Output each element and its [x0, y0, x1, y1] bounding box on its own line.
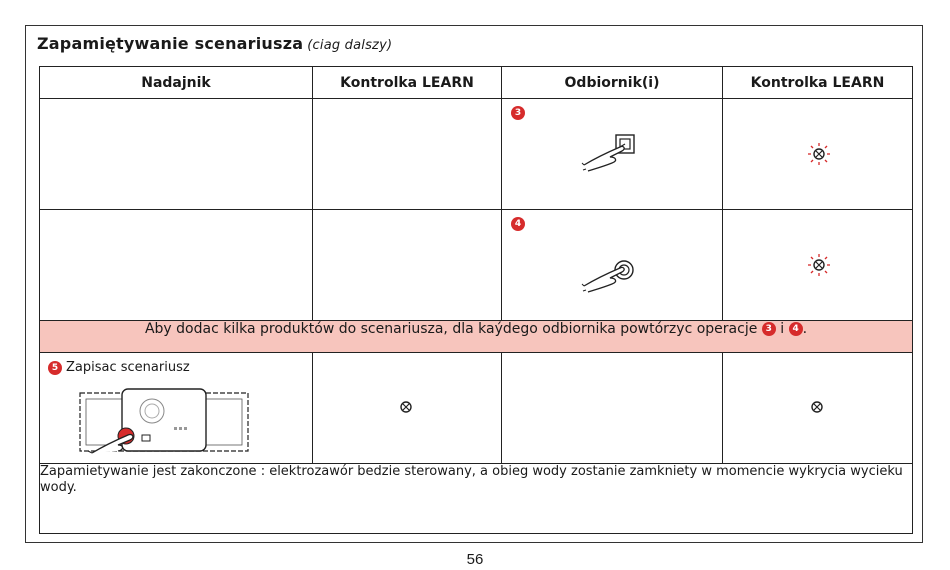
- header-transmitter: Nadajnik: [40, 67, 313, 99]
- section-title-main: Zapamiętywanie scenariusza: [37, 34, 304, 53]
- led-off-icon: [399, 400, 413, 414]
- cell-learn-save-2: [723, 353, 913, 464]
- cell-learn-step-4: [723, 210, 913, 321]
- header-receivers: Odbiornik(i): [502, 67, 723, 99]
- save-step-text: Zapisac scenariusz: [66, 360, 190, 375]
- table-row-step-4: [40, 210, 913, 321]
- table-row-note: [40, 321, 913, 353]
- cell-transmitter-empty: [40, 210, 313, 321]
- step-badge-5: 5: [48, 361, 62, 375]
- note-badge-4: 4: [789, 322, 803, 336]
- table-row-step-5: [40, 353, 913, 464]
- header-learn-led-1: Kontrolka LEARN: [313, 67, 502, 99]
- step-badge-3: 3: [511, 106, 525, 120]
- save-step-label: [48, 360, 190, 375]
- section-title-continued: (ciag dalszy): [307, 38, 393, 53]
- table-row-final: [40, 464, 913, 534]
- table-row-step-3: [40, 99, 913, 210]
- scenario-table: [39, 66, 913, 534]
- header-learn-led-2: Kontrolka LEARN: [723, 67, 913, 99]
- note-badge-3: 3: [762, 322, 776, 336]
- cell-receiver-step-3: [502, 99, 723, 210]
- page-number: 56: [466, 551, 484, 568]
- cell-receiver-save-empty: [502, 353, 723, 464]
- blinking-led-red-icon: [807, 254, 831, 276]
- note-connector: i: [780, 321, 785, 337]
- cell-learn-empty: [313, 99, 502, 210]
- cell-receiver-step-4: [502, 210, 723, 321]
- cell-learn-save: [313, 353, 502, 464]
- section-title: [37, 34, 392, 53]
- note-text-end: .: [802, 321, 808, 337]
- table-header-row: [40, 67, 913, 99]
- finger-press-device-button-icon: [78, 385, 250, 457]
- cell-transmitter-empty: [40, 99, 313, 210]
- blinking-led-red-icon: [807, 143, 831, 165]
- finger-press-round-button-icon: [580, 250, 640, 295]
- cell-learn-empty: [313, 210, 502, 321]
- finger-press-square-button-icon: [580, 129, 640, 174]
- note-text: Aby dodac kilka produktów do scenariusza, dla kaýdego odbiornika powtórzyc operacje: [144, 321, 758, 337]
- cell-transmitter-save: [40, 353, 313, 464]
- note-cell: [40, 321, 913, 353]
- step-badge-4: 4: [511, 217, 525, 231]
- final-text: Zapamietywanie jest zakonczone : elektrozawór bedzie sterowany, a obieg wody zostanie zamkniety w momencie wykrycia wycieku wody.: [40, 464, 913, 534]
- led-off-icon: [810, 400, 824, 414]
- cell-learn-step-3: [723, 99, 913, 210]
